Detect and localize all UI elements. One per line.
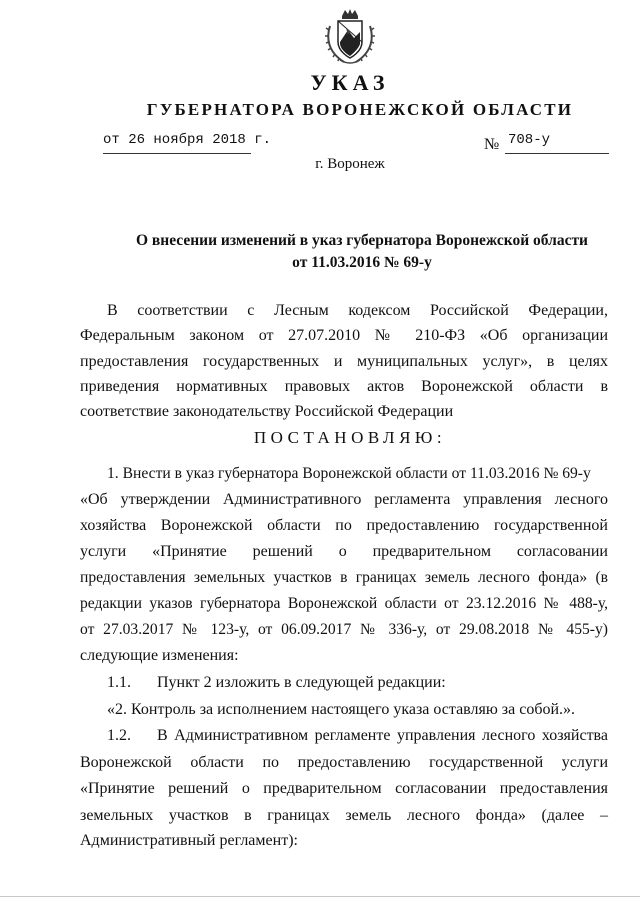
document-heading-line-1: О внесении изменений в указ губернатора Воронежской области xyxy=(135,232,588,249)
item-1-2-line: «Принятие решений о предварительном согласовании предоставления xyxy=(80,780,608,797)
item-1-line: 1. Внести в указ губернатора Воронежской области от 11.03.2016 № 69-у xyxy=(107,465,591,482)
document-type-title: УКАЗ xyxy=(310,70,390,95)
item-1-line: «Об утверждении Административного регламента управления лесного xyxy=(80,491,608,508)
preamble-line: В соответствии с Лесным кодексом Российской Федерации, xyxy=(107,302,608,319)
item-1-1-text: Пункт 2 изложить в следующей редакции: xyxy=(157,674,446,691)
document-heading-line-2: от 11.03.2016 № 69-у xyxy=(292,254,432,271)
item-1-line: услуги «Принятие решений о предварительном согласовании xyxy=(80,543,608,560)
item-1-2-line: В Административном регламенте управления лесного хозяйства xyxy=(157,727,608,744)
document-heading xyxy=(82,230,640,274)
item-1-line: от 27.03.2017 № 123-у, от 06.09.2017 № 336-у, от 29.08.2018 № 455-у) xyxy=(80,621,608,638)
document-number: 708-у xyxy=(508,132,551,148)
item-1-2-line: Административный регламент): xyxy=(80,832,298,849)
coat-of-arms-icon xyxy=(324,8,376,68)
preamble-line: приведения нормативных правовых актов Воронежской области в xyxy=(80,378,608,395)
preamble-line: Федеральным законом от 27.07.2010 № 210-ФЗ «Об организации xyxy=(80,327,608,344)
item-1-1-number: 1.1. xyxy=(107,674,131,691)
number-underline xyxy=(505,153,609,154)
preamble-line: предоставления государственных и муниципальных услуг», в целях xyxy=(80,353,608,370)
issuer-subtitle: ГУБЕРНАТОРА ВОРОНЕЖСКОЙ ОБЛАСТИ xyxy=(146,100,574,119)
date-underline xyxy=(103,153,251,154)
number-label: № xyxy=(484,136,500,153)
preamble-line: соответствие законодательству Российской Федерации xyxy=(80,403,454,420)
item-1-2-line: Воронежской области по предоставлению государственной услуги xyxy=(80,754,608,771)
document-date: от 26 ноября 2018 г. xyxy=(103,132,272,148)
city-line: г. Воронеж xyxy=(315,156,385,172)
item-1-line: предоставления земельных участков в границах земель лесного фонда» (в xyxy=(80,569,608,586)
item-1-line: редакции указов губернатора Воронежской области от 23.12.2016 № 488-у, xyxy=(80,595,608,612)
item-1-2-number: 1.2. xyxy=(107,727,131,744)
decree-word: ПОСТАНОВЛЯЮ: xyxy=(253,428,447,447)
item-1-1-quote: «2. Контроль за исполнением настоящего указа оставляю за собой.». xyxy=(107,701,576,718)
item-1-line: хозяйства Воронежской области по предоставлению государственной xyxy=(80,517,608,534)
item-1-line: следующие изменения: xyxy=(80,647,239,664)
item-1-2-line: земельных участков в границах земель лесного фонда» (далее – xyxy=(80,807,608,824)
